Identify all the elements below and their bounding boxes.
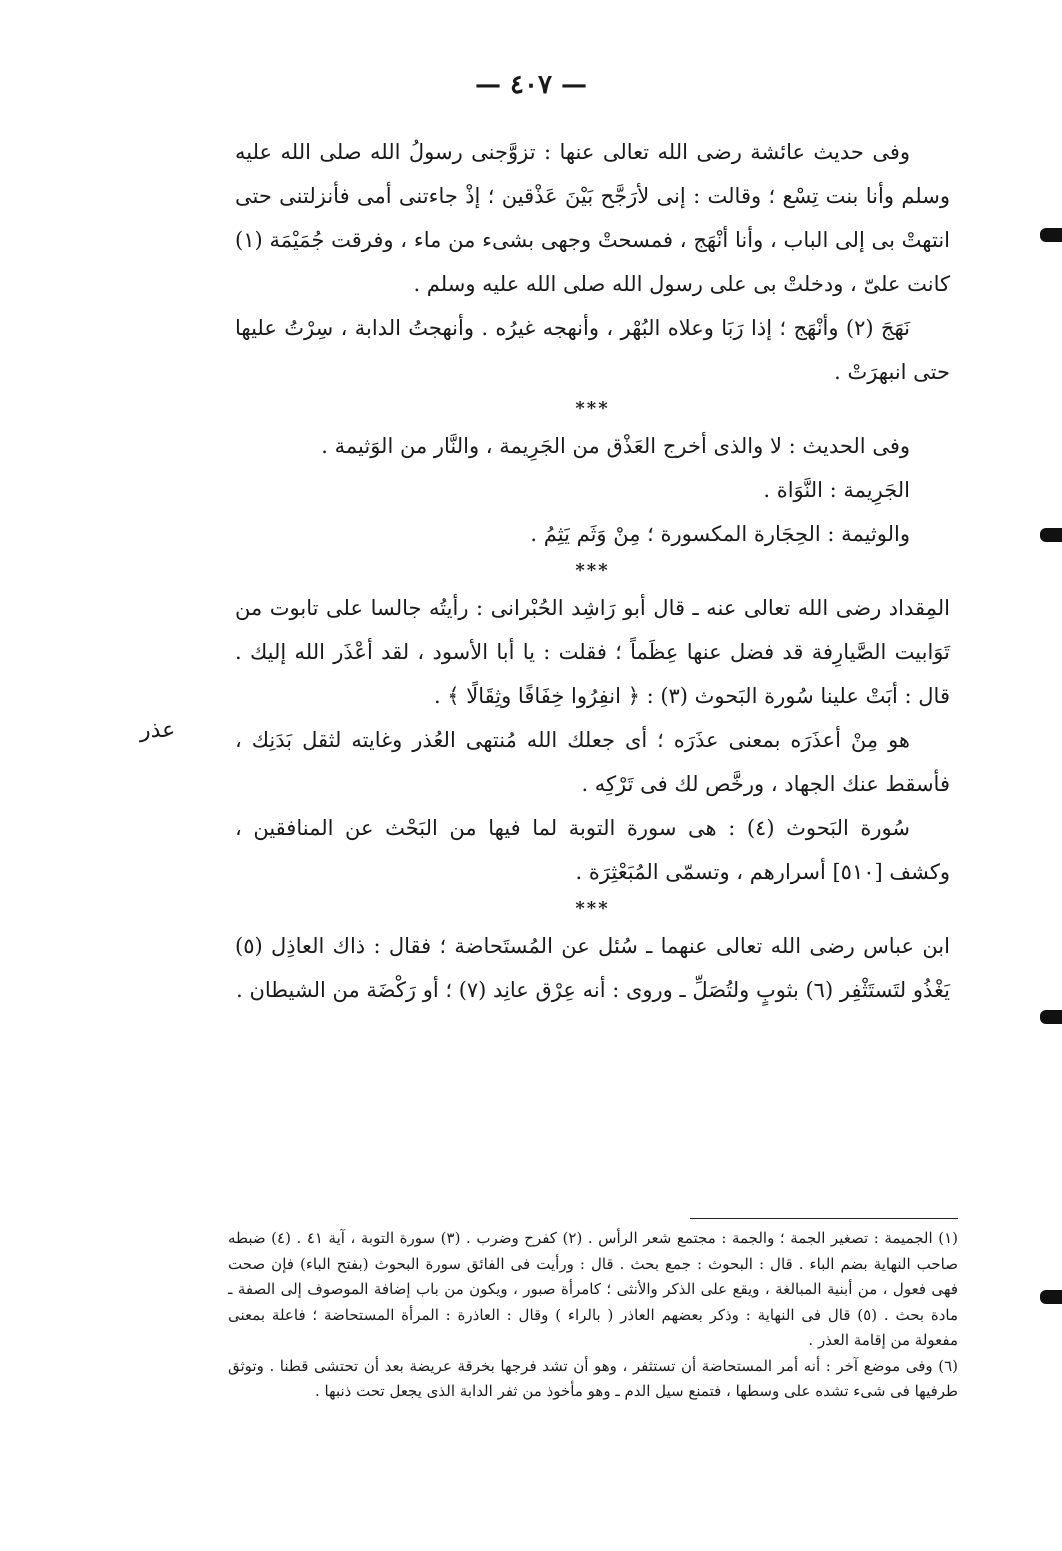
scan-edge-mark	[1040, 1290, 1062, 1304]
footnote-block: (١) الجميمة : تصغير الجمة ؛ والجمة : مجتمع شعر الرأس . (٢) كفرح وضرب . (٣) سورة التوبة ، آية ٤١ . (٤) ضبطه صاحب النهاية بضم الباء . قال : البحوث : جمع بحث . قال : ورأيت فى الفائق سورة البحوث (بفتح الباء) فإن صحت فهى فعول ، من أبنية المبالغة ، ويقع على الذكر والأنثى ؛ كامرأة صبور ، ويكون من باب إضافة الموصوف إلى الصفة ـ مادة بحث . (٥) قال فى النهاية : وذكر بعضهم العاذر ( بالراء ) وقال : العاذرة : المرأة المستحاضة ؛ فاعلة بمعنى مفعولة من إقامة العذر .	[228, 1229, 959, 1349]
section-separator: ***	[575, 398, 610, 419]
paragraph-aisha-hadith: وفى حديث عائشة رضى الله تعالى عنها : تزوَّجنى رسولُ الله صلى الله عليه وسلم وأنا بنت تِسْع ؛ وقالت : إنى لأرَجَّح بَيْنَ عَذْقين ؛ إذْ جاءتنى أمى فأنزلتنى حتى انتهتْ بى إلى الباب ، وأنا أنْهَج ، فمسحتْ وجهى بشىء من ماء ، وفرقت جُمَيْمَة (١) كانت علىّ ، ودخلتْ بى على رسول الله صلى الله عليه وسلم .	[235, 140, 950, 296]
margin-note: عذر	[140, 718, 176, 743]
paragraph-jarima-gloss: الجَرِيمة : النَّوَاة .	[763, 478, 910, 502]
page-number: — ٤٠٧ —	[474, 70, 588, 100]
scan-edge-mark	[1040, 228, 1062, 242]
section-separator: ***	[575, 560, 610, 581]
paragraph-miqdad-hadith: المِقداد رضى الله تعالى عنه ـ قال أبو رَاشِد الحُبْرانى : رأيتُه جالسا على تابوت من تَوَابيت الصَّيارِفة قد فضل عنها عِظَماً ؛ فقلت : يا أبا الأسود ، لقد أعْذَر الله إليك . قال : أبَتْ علينا سُورة البَحوث (٣) : ﴿ انفِرُوا خِفَافًا وثِقَالًا ﴾ .	[235, 596, 950, 708]
paragraph-buhuth-gloss: سُورة البَحوث (٤) : هى سورة التوبة لما فيها من البَحْث عن المنافقين ، وكشف [٥١٠] أسرارهم ، وتسمّى المُبَعْثِرَة .	[235, 816, 950, 884]
scan-edge-mark	[1040, 528, 1062, 542]
footnote-block: (٦) وفى موضع آخر : أنه أمر المستحاضة أن تستثفر ، وهو أن تشد فرجها بخرقة عريضة بعد أن تحتشى قطنا . وتوثق طرفيها فى شىء تشده على وسطها ، فتمنع سيل الدم ـ وهو مأخوذ من ثفر الدابة الذى يجعل تحت ذنبها .	[228, 1356, 958, 1400]
section-separator: ***	[575, 898, 610, 919]
paragraph-adhq-hadith: وفى الحديث : لا والذى أخرج العَذْق من الجَرِيمة ، والنَّار من الوَثيمة .	[321, 434, 910, 458]
footnotes	[228, 1226, 958, 1405]
scan-edge-mark	[1040, 1010, 1062, 1024]
paragraph-wathima-gloss: والوثيمة : الحِجَارة المكسورة ؛ مِنْ وَثَم يَثِمُ .	[530, 522, 910, 546]
paragraph-ibn-abbas-hadith: ابن عباس رضى الله تعالى عنهما ـ سُئل عن المُستَحاضة ؛ فقال : ذاك العاذِل (٥) يَغْذُو لتَستَثْفِر (٦) بثوبٍ ولتُصَلِّ ـ وروى : أنه عِرْق عانِد (٧) ؛ أو رَكْضَة من الشيطان .	[235, 934, 950, 1002]
paragraph-adhara-gloss: هو مِنْ أعذَرَه بمعنى عذَرَه ؛ أى جعلك الله مُنتهى العُذر وغايته لثقل بَدَنِك ، فأسقط عنك الجهاد ، ورخَّص لك فى تَرْكِه .	[235, 728, 950, 796]
paragraph-nahaja-gloss: نَهَجَ (٢) وأنْهَج ؛ إذا رَبَا وعلاه البُهْر ، وأنهجه غيرُه . وأنهجتُ الدابة ، سِرْتُ عليها حتى انبهرَتْ .	[235, 316, 950, 384]
footnote-divider	[690, 1218, 958, 1219]
main-text	[235, 130, 950, 1012]
